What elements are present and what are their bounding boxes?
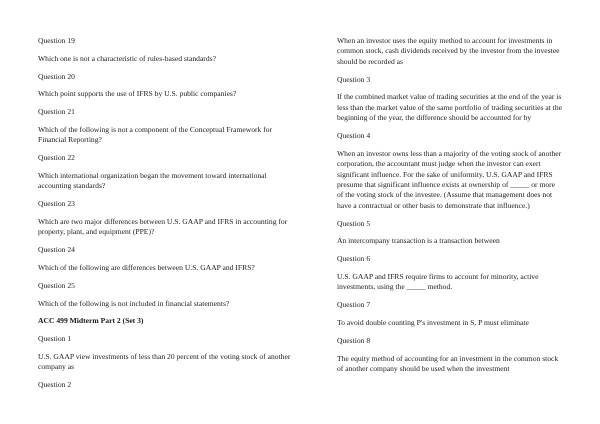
question-text: U.S. GAAP view investments of less than 20 percent of the voting stock of another company as — [38, 351, 291, 372]
question-label: Question 23 — [38, 199, 75, 209]
section-heading: ACC 499 Midterm Part 2 (Set 3) — [38, 316, 144, 326]
question-text: An intercompany transaction is a transaction between — [337, 236, 500, 246]
question-text: Which point supports the use of IFRS by U.S. public companies? — [38, 89, 237, 99]
question-text: To avoid double counting P's investment in S, P must eliminate — [337, 318, 529, 328]
question-label: Question 1 — [38, 334, 72, 344]
question-label: Question 21 — [38, 107, 75, 117]
left-column — [38, 36, 294, 398]
question-text: Which of the following is not included in financial statements? — [38, 298, 230, 308]
question-text: If the combined market value of trading securities at the end of the year is less than the market value of the same portfolio of trading securities at the beginning of the year, the difference should be accounted for by — [337, 92, 562, 123]
question-label: Question 20 — [38, 71, 75, 81]
question-label: Question 7 — [337, 300, 371, 310]
question-label: Question 6 — [337, 254, 371, 264]
question-text: Which of the following are differences between U.S. GAAP and IFRS? — [38, 262, 255, 272]
question-text: When an investor uses the equity method to account for investments in common stock, cash dividends received by the investor from the investee should be recorded as — [337, 36, 560, 66]
question-label: Question 19 — [38, 36, 75, 45]
question-text: Which of the following is not a component of the Conceptual Framework for Financial Reporting? — [38, 124, 273, 145]
question-label: Question 3 — [337, 74, 371, 84]
question-text: Which are two major differences between U.S. GAAP and IFRS in accounting for property, plant, and equipment (PPE)? — [38, 216, 288, 237]
question-text: U.S. GAAP and IFRS require firms to account for minority, active investments, using the _____ method. — [337, 272, 539, 292]
question-label: Question 8 — [337, 335, 371, 345]
question-text: Which one is not a characteristic of rules-based standards? — [38, 53, 216, 63]
question-text: Which international organization began the movement toward international accounting standards? — [38, 170, 267, 191]
question-label: Question 25 — [38, 280, 75, 290]
question-text: When an investor owns less than a majority of the voting stock of another corporation, the accountant must judge when the investor can exert significant influence. For the sake of uniformity, U.S. GAAP and IFRS presume that significant influence exists at ownership of _____ or more of the voting stock of the investee. (Assume that management does not have a contractual or other basis to demonstrate that influence.) — [337, 148, 562, 210]
question-label: Question 22 — [38, 153, 75, 163]
question-label: Question 24 — [38, 245, 75, 255]
question-label: Question 4 — [337, 131, 371, 141]
question-label: Question 5 — [337, 218, 371, 228]
question-text: The equity method of accounting for an investment in the common stock of another company should be used when the investment — [337, 353, 559, 374]
question-label: Question 2 — [38, 380, 72, 390]
right-column — [337, 36, 563, 382]
